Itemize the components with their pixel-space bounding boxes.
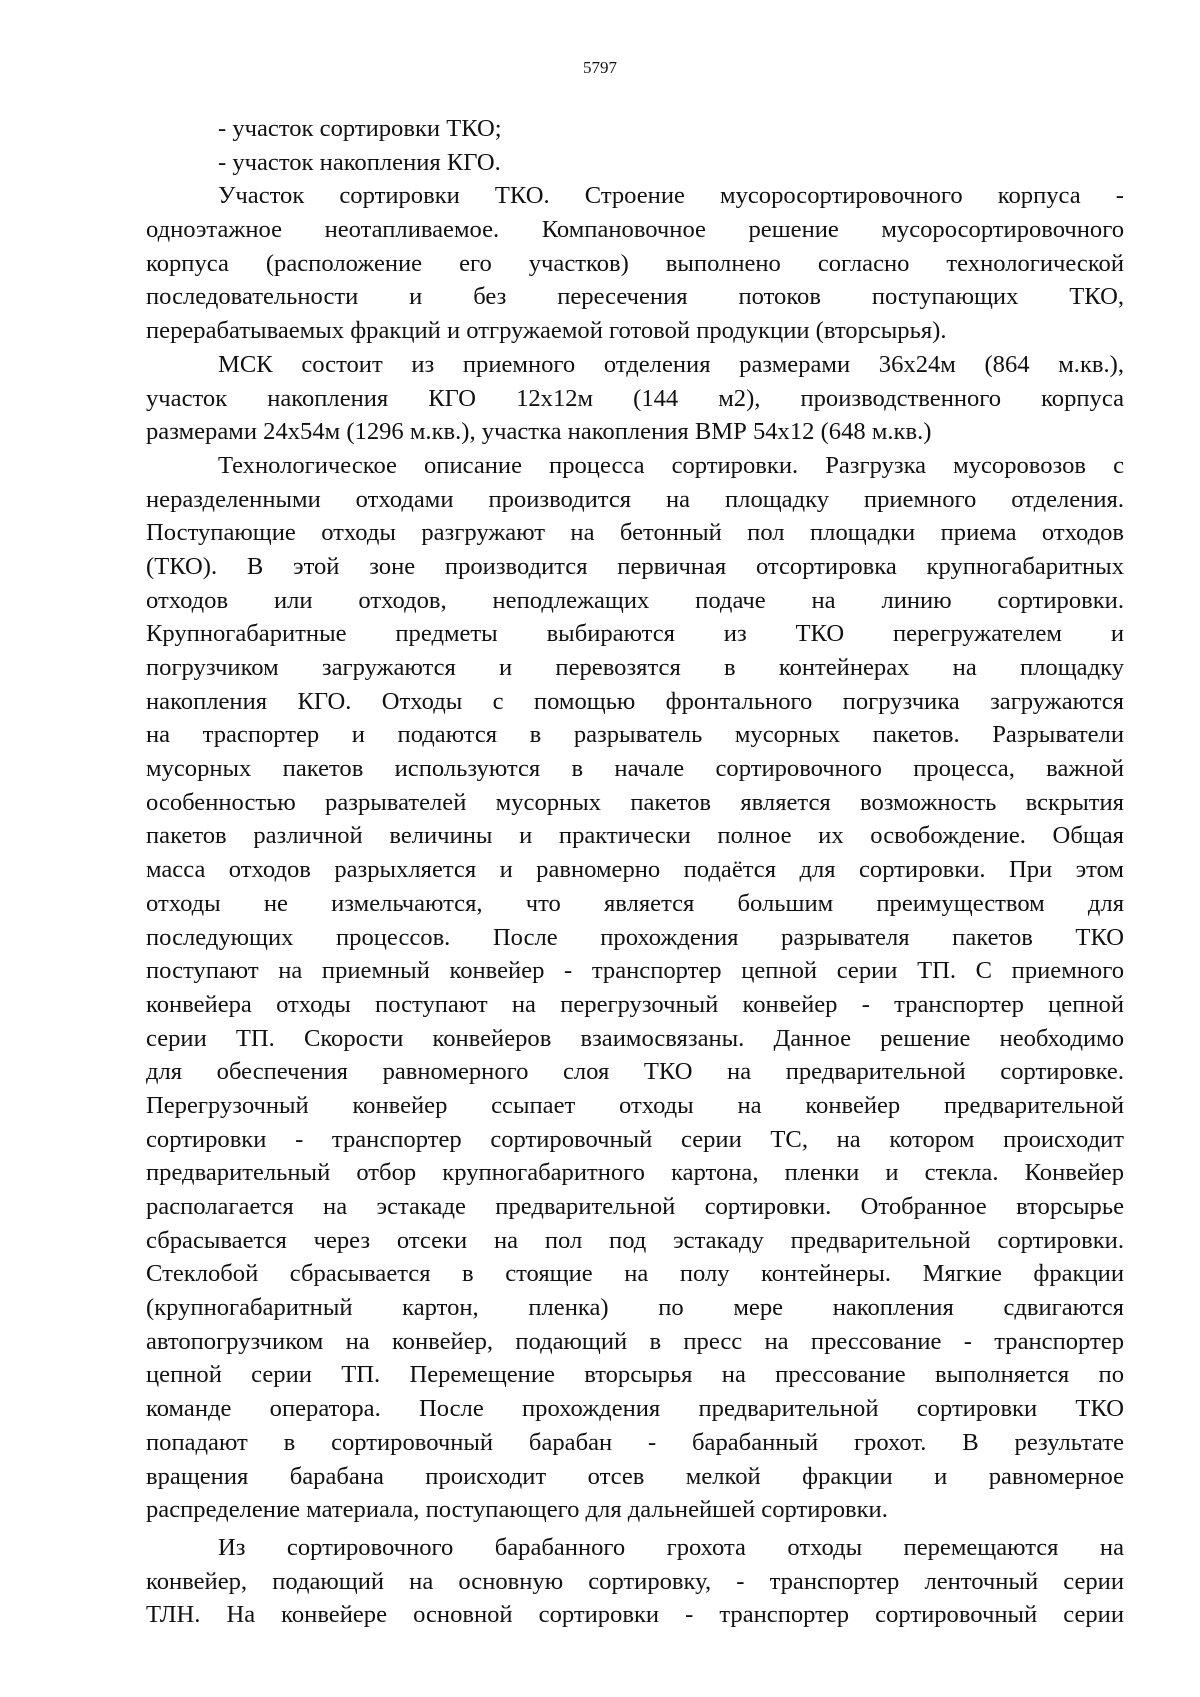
page-number: 5797 <box>583 58 617 77</box>
text-line: Из сортировочного барабанного грохота отходы перемещаются на <box>218 1533 1124 1561</box>
text-line: (ТКО). В этой зоне производится первичная отсортировка крупногабаритных <box>146 552 1124 580</box>
text-line: Участок сортировки ТКО. Строение мусоросортировочного корпуса - <box>218 182 1124 210</box>
text-line: цепной серии ТП. Перемещение вторсырья на прессование выполняется по <box>146 1361 1124 1389</box>
text-line: последовательности и без пересечения потоков поступающих ТКО, <box>146 283 1124 311</box>
text-line: накопления КГО. Отходы с помощью фронтального погрузчика загружаются <box>146 687 1124 715</box>
text-line: перерабатываемых фракций и отгружаемой готовой продукции (вторсырья). <box>146 317 947 345</box>
list-item: - участок накопления КГО. <box>218 148 501 176</box>
text-line: размерами 24х54м (1296 м.кв.), участка накопления ВМР 54х12 (648 м.кв.) <box>146 418 932 446</box>
text-line: Поступающие отходы разгружают на бетонный пол площадки приема отходов <box>146 519 1124 547</box>
text-line: конвейера отходы поступают на перегрузочный конвейер - транспортер цепной <box>146 990 1124 1018</box>
text-line: последующих процессов. После прохождения разрывателя пакетов ТКО <box>146 923 1124 951</box>
text-line: Перегрузочный конвейер ссыпает отходы на конвейер предварительной <box>146 1091 1124 1119</box>
text-line: попадают в сортировочный барабан - барабанный грохот. В результате <box>146 1428 1124 1456</box>
text-line: Стеклобой сбрасывается в стоящие на полу контейнеры. Мягкие фракции <box>146 1260 1124 1288</box>
text-line: МСК состоит из приемного отделения размерами 36х24м (864 м.кв.), <box>218 350 1124 378</box>
text-line: участок накопления КГО 12х12м (144 м2), производственного корпуса <box>146 384 1124 412</box>
text-line: вращения барабана происходит отсев мелкой фракции и равномерное <box>146 1462 1124 1490</box>
document-body <box>146 112 1124 1632</box>
text-line: (крупногабаритный картон, пленка) по мере накопления сдвигаются <box>146 1294 1124 1322</box>
text-line: ТЛН. На конвейере основной сортировки - транспортер сортировочный серии <box>146 1601 1124 1629</box>
text-line: распределение материала, поступающего для дальнейшей сортировки. <box>146 1496 888 1524</box>
text-line: мусорных пакетов используются в начале сортировочного процесса, важной <box>146 755 1124 783</box>
text-line: команде оператора. После прохождения предварительной сортировки ТКО <box>146 1395 1124 1423</box>
text-line: Технологическое описание процесса сортировки. Разгрузка мусоровозов с <box>218 451 1124 479</box>
text-line: на траспортер и подаются в разрыватель мусорных пакетов. Разрыватели <box>146 721 1124 749</box>
text-line: отходы не измельчаются, что является большим преимуществом для <box>146 889 1124 917</box>
text-line: корпуса (расположение его участков) выполнено согласно технологической <box>146 249 1124 277</box>
text-line: предварительный отбор крупногабаритного картона, пленки и стекла. Конвейер <box>146 1159 1124 1187</box>
text-line: неразделенными отходами производится на площадку приемного отделения. <box>146 485 1124 513</box>
text-line: автопогрузчиком на конвейер, подающий в пресс на прессование - транспортер <box>146 1327 1124 1355</box>
text-line: Крупногабаритные предметы выбираются из ТКО перегружателем и <box>146 620 1124 648</box>
text-line: сортировки - транспортер сортировочный серии ТС, на котором происходит <box>146 1125 1124 1153</box>
text-line: пакетов различной величины и практически полное их освобождение. Общая <box>146 822 1124 850</box>
list-item: - участок сортировки ТКО; <box>218 115 502 142</box>
text-line: погрузчиком загружаются и перевозятся в контейнерах на площадку <box>146 654 1124 681</box>
text-line: конвейер, подающий на основную сортировку, - транспортер ленточный серии <box>146 1567 1124 1595</box>
text-line: для обеспечения равномерного слоя ТКО на предварительной сортировке. <box>146 1058 1124 1086</box>
text-line: особенностью разрывателей мусорных пакетов является возможность вскрытия <box>146 788 1124 816</box>
text-line: располагается на эстакаде предварительной сортировки. Отобранное вторсырье <box>146 1193 1124 1220</box>
text-line: серии ТП. Скорости конвейеров взаимосвязаны. Данное решение необходимо <box>146 1024 1124 1052</box>
text-line: поступают на приемный конвейер - транспортер цепной серии ТП. С приемного <box>146 957 1124 985</box>
text-line: сбрасывается через отсеки на пол под эстакаду предварительной сортировки. <box>146 1226 1124 1254</box>
text-line: масса отходов разрыхляется и равномерно подаётся для сортировки. При этом <box>146 856 1124 884</box>
text-line: отходов или отходов, неподлежащих подаче на линию сортировки. <box>146 586 1124 614</box>
text-line: одноэтажное неотапливаемое. Компановочное решение мусоросортировочного <box>146 216 1124 244</box>
